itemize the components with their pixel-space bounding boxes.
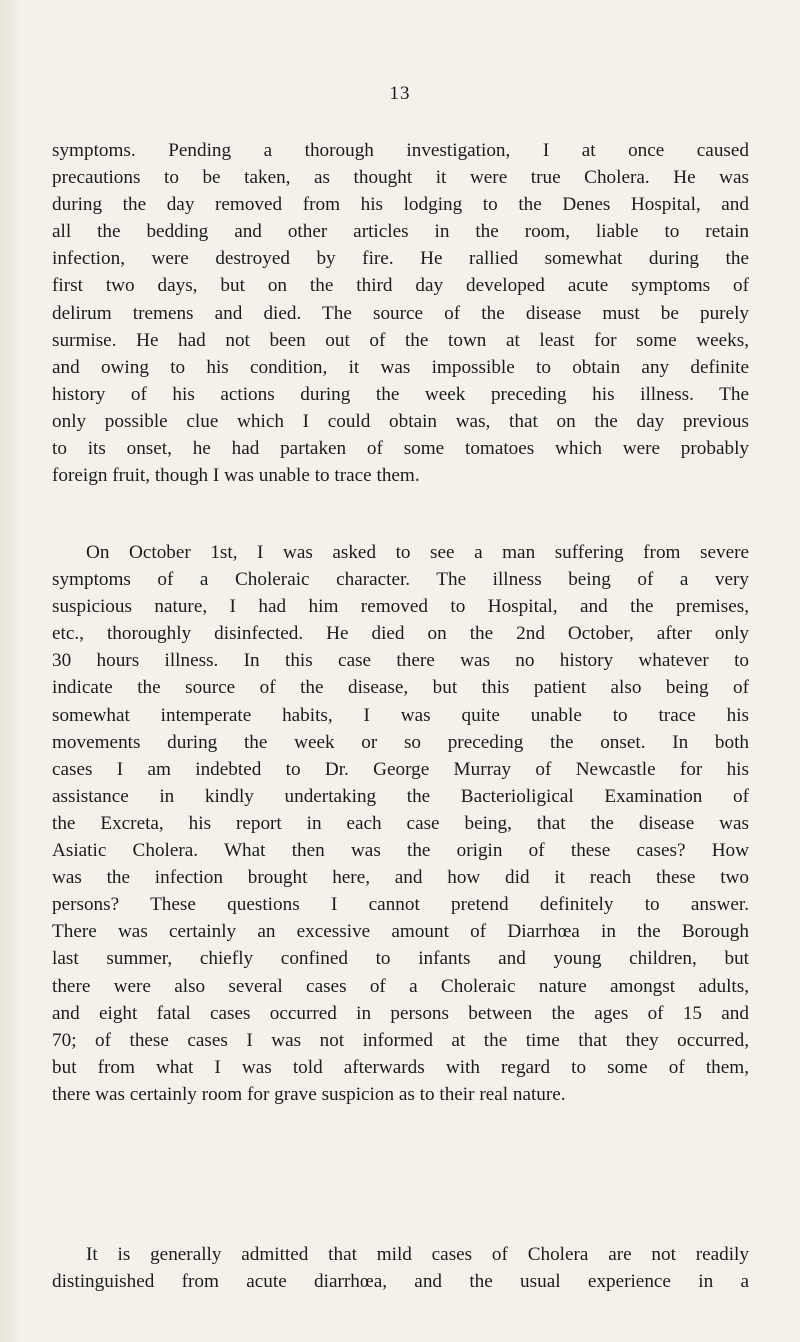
text-line: there were also several cases of a Choleraic nature amongst adults, — [52, 975, 749, 997]
paragraph-1 — [52, 137, 749, 489]
text-line: delirum tremens and died. The source of the disease must be purely — [52, 302, 749, 324]
text-line: symptoms. Pending a thorough investigation, I at once caused — [52, 140, 749, 161]
text-line: etc., thoroughly disinfected. He died on the 2nd October, after only — [52, 623, 749, 645]
text-line: all the bedding and other articles in the room, liable to retain — [52, 221, 749, 243]
text-line: during the day removed from his lodging to the Denes Hospital, and — [52, 194, 749, 216]
text-line: indicate the source of the disease, but this patient also being of — [52, 677, 749, 699]
text-line: only possible clue which I could obtain was, that on the day previous — [52, 410, 749, 432]
text-line: was the infection brought here, and how did it reach these two — [52, 867, 749, 889]
text-line: but from what I was told afterwards with regard to some of them, — [52, 1056, 749, 1078]
text-line: surmise. He had not been out of the town at least for some weeks, — [52, 329, 749, 351]
text-line: cases I am indebted to Dr. George Murray of Newcastle for his — [52, 758, 749, 780]
text-line: There was certainly an excessive amount of Diarrhœa in the Borough — [52, 921, 749, 943]
text-line: to its onset, he had partaken of some tomatoes which were probably — [52, 438, 749, 460]
text-line: distinguished from acute diarrhœa, and the usual experience in a — [52, 1271, 749, 1293]
text-line: and eight fatal cases occurred in persons between the ages of 15 and — [52, 1002, 749, 1024]
text-line: infection, were destroyed by fire. He rallied somewhat during the — [52, 248, 749, 270]
text-line: last summer, chiefly confined to infants and young children, but — [52, 948, 749, 970]
text-line: history of his actions during the week preceding his illness. The — [52, 383, 749, 405]
text-line: symptoms of a Choleraic character. The illness being of a very — [52, 569, 749, 591]
text-line: precautions to be taken, as thought it were true Cholera. He was — [52, 167, 749, 189]
text-line: persons? These questions I cannot pretend definitely to answer. — [52, 894, 749, 916]
page-edge-shadow — [0, 0, 22, 1342]
text-line: On October 1st, I was asked to see a man suffering from severe — [86, 542, 749, 563]
text-line: Asiatic Cholera. What then was the origin of these cases? How — [52, 840, 749, 862]
text-line: foreign fruit, though I was unable to trace them. — [52, 465, 420, 487]
text-line: 70; of these cases I was not informed at the time that they occurred, — [52, 1029, 749, 1051]
text-line: It is generally admitted that mild cases of Cholera are not readily — [86, 1244, 749, 1265]
paragraph-3 — [52, 1241, 749, 1295]
text-line: somewhat intemperate habits, I was quite unable to trace his — [52, 704, 749, 726]
text-line: first two days, but on the third day developed acute symptoms of — [52, 275, 749, 297]
text-line: assistance in kindly undertaking the Bacterioligical Examination of — [52, 785, 749, 807]
text-line: and owing to his condition, it was impossible to obtain any definite — [52, 356, 749, 378]
paragraph-2 — [52, 539, 749, 1108]
text-line: movements during the week or so preceding the onset. In both — [52, 731, 749, 753]
text-line: suspicious nature, I had him removed to Hospital, and the premises, — [52, 596, 749, 618]
text-line: the Excreta, his report in each case being, that the disease was — [52, 812, 749, 834]
text-line: 30 hours illness. In this case there was no history whatever to — [52, 650, 749, 672]
text-line: there was certainly room for grave suspicion as to their real nature. — [52, 1083, 566, 1105]
page-number: 13 — [389, 83, 411, 104]
